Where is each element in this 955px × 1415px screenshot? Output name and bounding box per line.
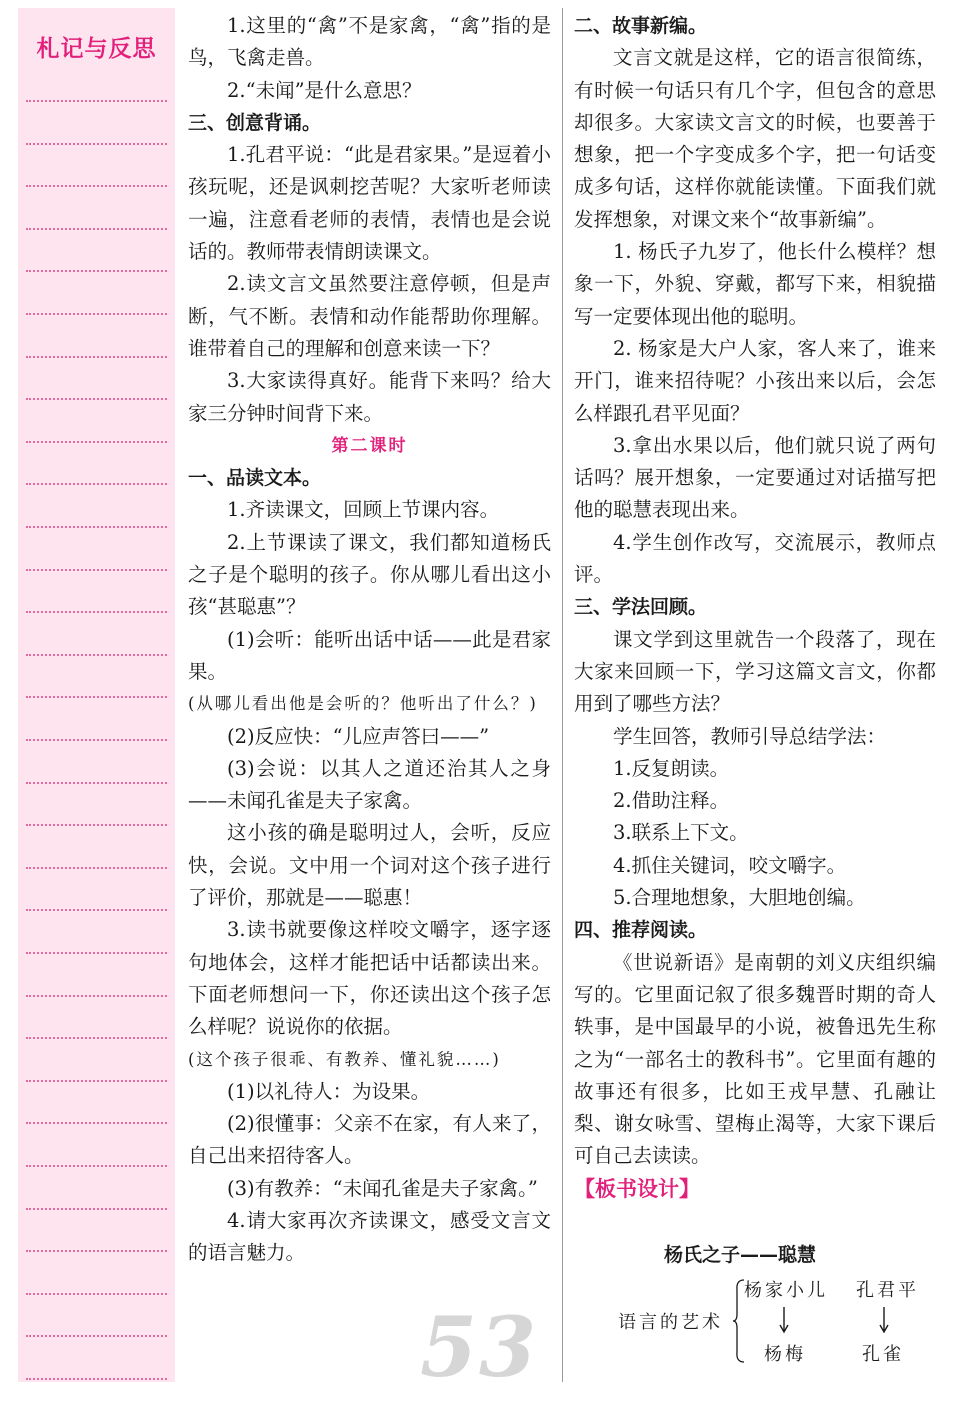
paragraph: 《世说新语》是南朝的刘义庆组织编写的。它里面记叙了很多魏晋时期的奇人轶事，是中国最早的小说，被鲁迅先生称之为“一部名士的教科书”。它里面有趣的故事还有很多，比如王戎早慧、孔融让梨、谢女咏雪、望梅止渴等，大家下课后可自己去读读。 xyxy=(574,950,936,1168)
paragraph: 这小孩的确是聪明过人，会听，反应快，会说。文中用一个词对这个孩子进行了评价，那就是——聪惠！ xyxy=(188,821,551,910)
section-heading: 三、学法回顾。 xyxy=(574,596,708,619)
note-line xyxy=(26,952,167,954)
section-heading: 二、故事新编。 xyxy=(574,15,708,37)
note-line xyxy=(26,441,167,443)
paragraph: 3.读书就要像这样咬文嚼字，逐字逐句地体会，这样才能把话中话都读出来。下面老师想问一下，你还读出这个孩子怎么样呢？说说你的依据。 xyxy=(188,918,551,1039)
paragraph: 学生回答，教师引导总结学法： xyxy=(613,724,887,748)
section-heading: 四、推荐阅读。 xyxy=(574,919,708,942)
board-bottom-right: 孔雀 xyxy=(862,1344,904,1365)
right-column xyxy=(574,10,936,1205)
note-paragraph: (这个孩子很乖、有教养、懂礼貌……) xyxy=(188,1049,501,1069)
board-top-left: 杨家小儿 xyxy=(744,1280,828,1301)
note-line xyxy=(26,356,167,358)
note-line xyxy=(26,100,167,102)
paragraph: 1.孔君平说：“此是君家果。”是逗着小孩玩呢，还是讽刺挖苦呢？大家听老师读一遍，注意看老师的表情，表情也是会说话的。教师带表情朗读课文。 xyxy=(188,143,551,264)
board-title: 杨氏之子——聪慧 xyxy=(664,1244,817,1266)
board-top-right: 孔君平 xyxy=(856,1280,919,1301)
lesson-heading: 第二课时 xyxy=(331,435,408,456)
note-line xyxy=(26,569,167,571)
paragraph: 2.上节课读了课文，我们都知道杨氏之子是个聪明的孩子。你从哪儿看出这小孩“甚聪惠”？ xyxy=(188,530,551,619)
paragraph: 课文学到这里就告一个段落了，现在大家来回顾一下，学习这篇文言文，你都用到了哪些方法？ xyxy=(574,627,936,716)
column-divider xyxy=(562,8,563,1382)
notes-title: 札记与反思 xyxy=(36,36,157,62)
note-line xyxy=(26,1080,167,1082)
note-line xyxy=(26,1378,167,1380)
note-line xyxy=(26,1037,167,1039)
paragraph: 2.读文言文虽然要注意停顿，但是声断，气不断。表情和动作能帮助你理解。谁带着自己的理解和创意来读一下？ xyxy=(188,272,551,360)
paragraph: 3.联系上下文。 xyxy=(613,821,749,845)
note-line xyxy=(26,696,167,698)
paragraph: (1)会听：能听出话中话——此是君家果。 xyxy=(188,627,551,683)
board-bottom-left: 杨梅 xyxy=(764,1344,806,1365)
note-paragraph: (从哪儿看出他是会听的？他听出了什么？) xyxy=(188,694,538,714)
board-design xyxy=(574,1240,936,1380)
note-line xyxy=(26,1165,167,1167)
note-line xyxy=(26,1250,167,1252)
note-line xyxy=(26,313,167,315)
note-line xyxy=(26,909,167,911)
note-line xyxy=(26,143,167,145)
paragraph: 2. 杨家是大户人家，客人来了，谁来开门，谁来招待呢？小孩出来以后，会怎么样跟孔君平见面？ xyxy=(574,336,936,425)
note-line xyxy=(26,228,167,230)
paragraph: 5.合理地想象，大胆地创编。 xyxy=(613,886,866,910)
paragraph: 文言文就是这样，它的语言很简练，有时候一句话只有几个字，但包含的意思却很多。大家读文言文的时候，也要善于想象，把一个字变成多个字，把一句话变成多句话，这样你就能读懂。下面我们就发挥想象，对课文来个“故事新编”。 xyxy=(574,46,936,231)
note-line xyxy=(26,995,167,997)
board-left-label: 语言的艺术 xyxy=(618,1312,723,1333)
note-line xyxy=(26,1122,167,1124)
note-line xyxy=(26,739,167,741)
paragraph: (1)以礼待人：为设果。 xyxy=(227,1079,431,1103)
paragraph: 2.“未闻”是什么意思？ xyxy=(227,78,422,102)
note-line xyxy=(26,526,167,528)
paragraph: (2)很懂事：父亲不在家，有人来了，自己出来招待客人。 xyxy=(188,1112,551,1168)
paragraph: 4.学生创作改写，交流展示，教师点评。 xyxy=(574,530,936,587)
paragraph: 4.请大家再次齐读课文，感受文言文的语言魅力。 xyxy=(188,1208,551,1265)
paragraph: 1. 杨氏子九岁了，他长什么模样？想象一下，外貌、穿戴，都写下来，相貌描写一定要体现出他的聪明。 xyxy=(574,240,936,328)
note-line xyxy=(26,824,167,826)
paragraph: 3.拿出水果以后，他们就只说了两句话吗？展开想象，一定要通过对话描写把他的聪慧表现出来。 xyxy=(574,433,936,522)
section-heading: 一、品读文本。 xyxy=(188,467,322,490)
arrow-down-icon xyxy=(878,1306,890,1334)
paragraph: 1.这里的“禽”不是家禽，“禽”指的是鸟，飞禽走兽。 xyxy=(188,14,551,70)
note-line xyxy=(26,867,167,869)
paragraph: 1.反复朗读。 xyxy=(613,756,730,780)
paragraph: (2)反应快：“儿应声答曰——” xyxy=(227,724,490,748)
note-line xyxy=(26,1335,167,1337)
paragraph: 2.借助注释。 xyxy=(613,789,730,813)
note-line xyxy=(26,270,167,272)
board-design-heading: 【板书设计】 xyxy=(574,1176,700,1201)
note-line xyxy=(26,398,167,400)
paragraph: 4.抓住关键词，咬文嚼字。 xyxy=(613,853,847,877)
left-column xyxy=(188,10,551,1270)
notes-margin xyxy=(18,8,175,1382)
paragraph: 3.大家读得真好。能背下来吗？给大家三分钟时间背下来。 xyxy=(188,369,551,425)
note-line xyxy=(26,782,167,784)
page-number: 53 xyxy=(420,1300,539,1396)
section-heading: 三、创意背诵。 xyxy=(188,111,322,134)
note-line xyxy=(26,611,167,613)
paragraph: (3)会说：以其人之道还治其人之身——未闻孔雀是夫子家禽。 xyxy=(188,756,551,813)
paragraph: (3)有教养：“未闻孔雀是夫子家禽。” xyxy=(227,1176,538,1200)
arrow-down-icon xyxy=(778,1306,790,1334)
note-line xyxy=(26,1208,167,1210)
note-line xyxy=(26,654,167,656)
paragraph: 1.齐读课文，回顾上节课内容。 xyxy=(227,498,500,522)
note-line xyxy=(26,185,167,187)
note-line xyxy=(26,1293,167,1295)
note-line xyxy=(26,483,167,485)
